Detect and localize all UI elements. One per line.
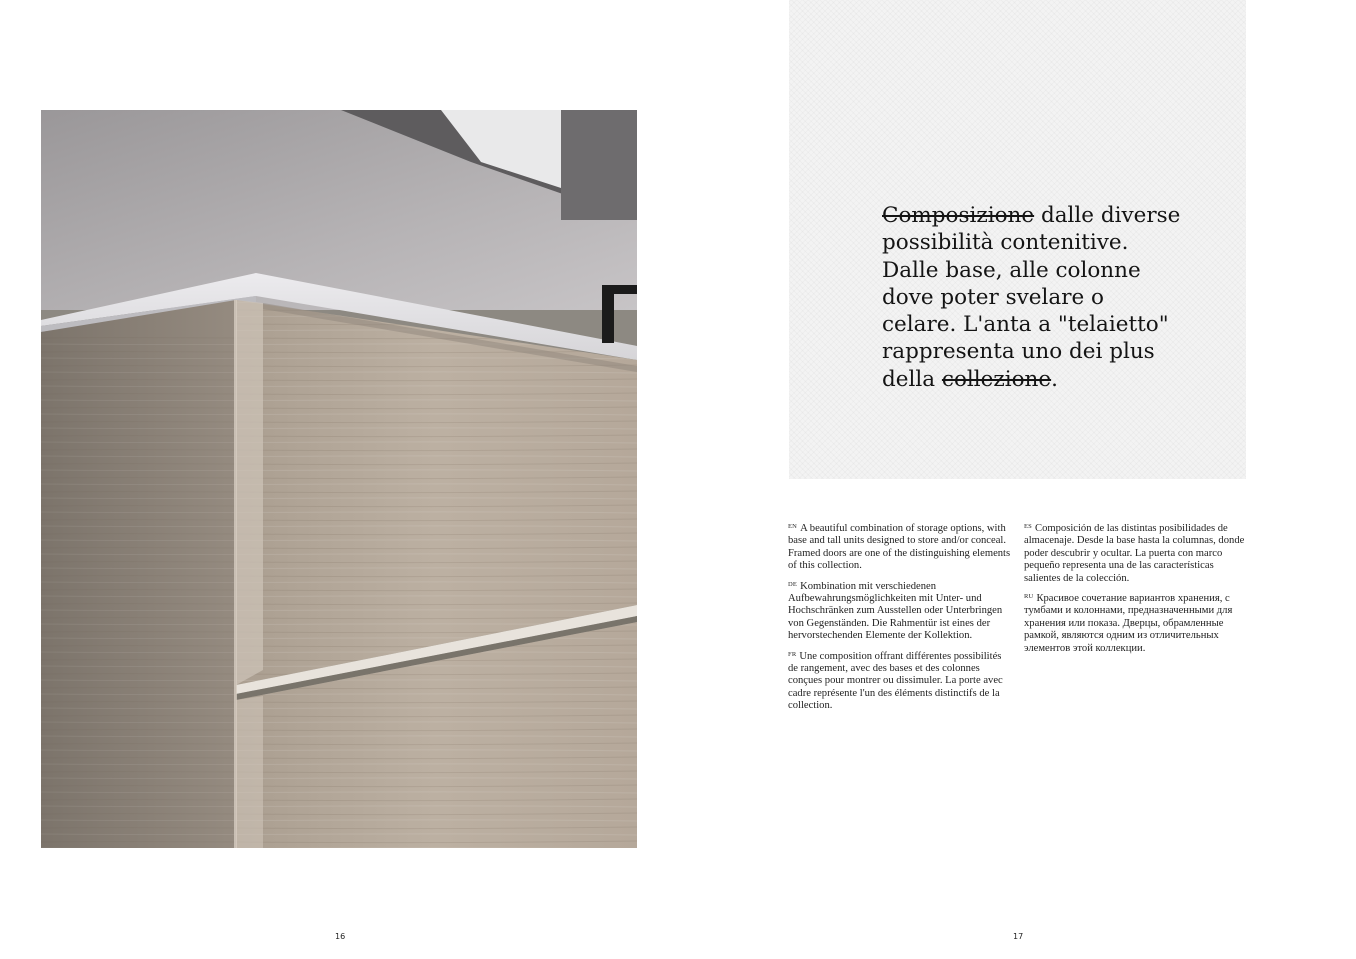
translation-fr-text: Une composition offrant différentes possibilités de rangement, avec des bases et des colonnes conçues pour montrer ou dissimuler. La porte avec cadre représente l'un des éléments distinctifs de la collection. <box>788 650 1003 712</box>
lang-code-fr: FR <box>788 650 797 658</box>
quote-end: . <box>1051 366 1058 392</box>
lang-code-en: EN <box>788 523 798 530</box>
translation-es <box>1024 521 1246 585</box>
translation-de <box>788 579 1014 643</box>
translation-ru-text: Красивое сочетание вариантов хранения, с тумбами и колоннами, предназначенными для хранения или показа. Дверцы, обрамленные рамкой, являются одним из отличительных элементов этой коллекции. <box>1024 593 1233 654</box>
page-number-left: 16 <box>335 932 346 941</box>
quote-struck-start: Composizione <box>882 203 1035 228</box>
lang-code-es: ES <box>1024 523 1032 530</box>
translation-es-text: Composición de las distintas posibilidades de almacenaje. Desde la base hasta la columnas, donde poder descubrir y ocultar. La puerta con marco pequeño representa una de las características salientes de la colección. <box>1024 523 1245 584</box>
pull-quote <box>882 202 1182 393</box>
lang-code-ru: RU <box>1024 593 1034 601</box>
translations-column-right <box>1024 521 1246 661</box>
cabinet-drawers-image <box>41 110 637 848</box>
quote-panel <box>789 0 1246 479</box>
translation-de-text: Kombination mit verschiedenen Aufbewahrungsmöglichkeiten mit Unter- und Hochschränken zum Ausstellen oder Unterbringen von Gegenständen. Die Rahmentür ist eines der hervorstechenden Elemente der Kollektion. <box>788 580 1003 642</box>
translations-column-left <box>788 521 1014 719</box>
translation-ru <box>1024 591 1246 655</box>
translation-en <box>788 521 1014 573</box>
quote-body: dalle diverse possibilità contenitive. Dalle base, alle colonne dove poter svelare o celare. L'anta a "telaietto" rappresenta uno dei plus della <box>882 203 1181 392</box>
page-number-right: 17 <box>1013 932 1024 941</box>
translation-fr <box>788 649 1014 713</box>
translation-en-text: A beautiful combination of storage options, with base and tall units designed to store and/or conceal. Framed doors are one of the distinguishing elements of this collection. <box>788 523 1011 572</box>
cabinet-photo <box>41 110 637 848</box>
lang-code-de: DE <box>788 580 798 588</box>
quote-struck-end: collezione <box>941 366 1052 392</box>
